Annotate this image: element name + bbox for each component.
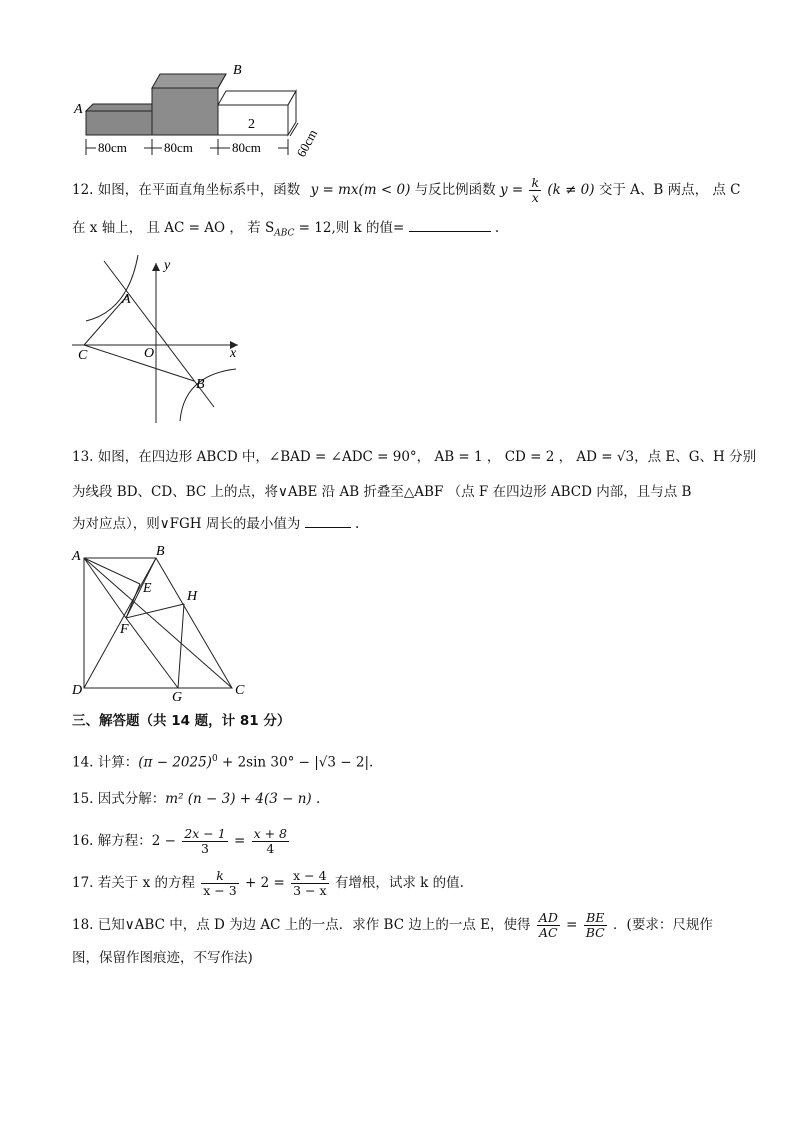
q16: 16. 解方程：2 − $\frac{2x - 1}{3}$ = $\frac{x + 8}{4}$ bbox=[72, 826, 288, 856]
label-2: 2 bbox=[248, 117, 255, 132]
svg-text:H: H bbox=[187, 589, 198, 604]
svg-text:A: A bbox=[122, 292, 131, 307]
svg-text:F: F bbox=[120, 622, 129, 637]
dim-4: 60cm bbox=[293, 126, 321, 160]
q13-quadrilateral-figure bbox=[68, 542, 258, 704]
svg-text:G: G bbox=[172, 690, 183, 704]
dim-2: 80cm bbox=[164, 140, 193, 155]
q15: 15. 因式分解：m² (n − 3) + 4(3 − n) . bbox=[72, 791, 321, 807]
label-a: A bbox=[74, 102, 83, 117]
q13-line2: 为线段 BD、CD、BC 上的点，将∨ABE 沿 AB 折叠至△ABF （点 F 在四边形 ABCD 内部，且与点 B bbox=[72, 484, 692, 500]
answer-blank bbox=[305, 515, 351, 528]
q17: 17. 若关于 x 的方程 $\frac{k}{x - 3}$ + 2 = $\frac{x - 4}{3 - x}$ 有增根，试求 k 的值. bbox=[72, 868, 464, 898]
right-block-top bbox=[218, 91, 296, 105]
svg-text:D: D bbox=[72, 683, 83, 698]
q13-line1: 13. 如图，在四边形 ABCD 中，∠BAD = ∠ADC = 90°， AB = 1 ， CD = 2 ， AD = √3，点 E、G、H 分别 bbox=[72, 449, 757, 465]
q12-line2: 在 x 轴上， 且 AC = AO ， 若 $S_{ABC} = 12$,则 k 的值= . bbox=[72, 220, 500, 239]
answer-blank bbox=[409, 219, 491, 232]
svg-text:O: O bbox=[144, 346, 155, 361]
q18-line1: 18. 已知∨ABC 中，点 D 为边 AC 上的一点．求作 BC 边上的一点 E，使得 $\frac{AD}{AC}$ = $\frac{BE}{BC}$ ．(要求：尺规作 bbox=[72, 910, 713, 940]
q12-line1: 12. 如图，在平面直角坐标系中，函数 y = mx(m < 0) 与反比例函数 y = $\frac{k}{x}$ (k ≠ 0) 交于 A、B 两点， 点 C bbox=[72, 175, 741, 205]
dim-1: 80cm bbox=[98, 140, 127, 155]
svg-text:C: C bbox=[235, 683, 245, 698]
middle-block-front bbox=[152, 88, 218, 135]
q18-line2: 图，保留作图痕迹，不写作法) bbox=[72, 950, 253, 966]
q14: 14. 计算：$(\pi - 2025)^0 + 2\sin$ 30° − |√3 − 2|. bbox=[72, 754, 374, 771]
svg-text:B: B bbox=[156, 544, 165, 559]
svg-text:y: y bbox=[164, 258, 171, 273]
q12-coordinate-figure bbox=[68, 255, 248, 427]
dim-3: 80cm bbox=[232, 140, 261, 155]
middle-block-top bbox=[152, 74, 226, 88]
left-block-top bbox=[86, 104, 160, 111]
svg-text:C: C bbox=[78, 348, 88, 363]
svg-text:A: A bbox=[72, 549, 81, 564]
steps-figure bbox=[68, 62, 338, 162]
svg-text:B: B bbox=[196, 377, 205, 392]
svg-text:E: E bbox=[143, 581, 152, 596]
label-b: B bbox=[233, 63, 242, 78]
left-block-front bbox=[86, 111, 152, 135]
q13-line3: 为对应点），则∨FGH 周长的最小值为 . bbox=[72, 516, 360, 532]
svg-text:x: x bbox=[230, 346, 237, 361]
section-heading: 三、解答题（共 14 题，计 81 分） bbox=[72, 713, 291, 729]
